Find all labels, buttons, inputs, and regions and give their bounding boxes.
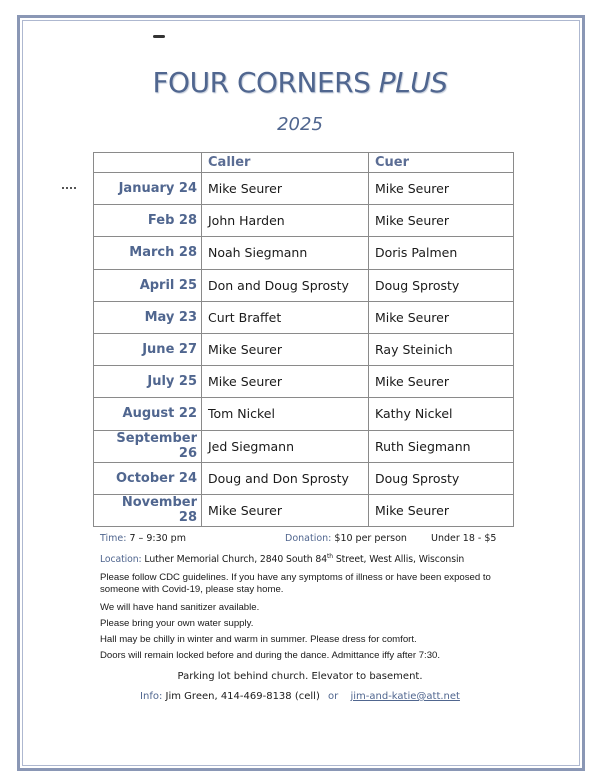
table-row bbox=[94, 398, 514, 430]
parking-info: Parking lot behind church. Elevator to basement. bbox=[177, 671, 423, 682]
donation-value: $10 per person bbox=[334, 533, 407, 544]
table-row bbox=[94, 494, 514, 526]
row-cuer: Mike Seurer bbox=[369, 301, 514, 333]
row-date: January 24 bbox=[94, 173, 202, 205]
note-item: We will have hand sanitizer available. bbox=[100, 602, 260, 613]
table-row bbox=[94, 173, 514, 205]
location-line bbox=[100, 553, 510, 565]
schedule-table bbox=[93, 152, 514, 527]
under18-price: Under 18 - $5 bbox=[431, 533, 497, 544]
location-sup: th bbox=[327, 553, 333, 560]
row-date: May 23 bbox=[94, 301, 202, 333]
row-date: September 26 bbox=[94, 430, 202, 462]
row-caller: Don and Doug Sprosty bbox=[202, 269, 369, 301]
contact-label: Info: bbox=[140, 691, 163, 702]
schedule-body bbox=[94, 173, 514, 527]
year-heading: 2025 bbox=[277, 114, 323, 135]
row-date: April 25 bbox=[94, 269, 202, 301]
row-cuer: Doug Sprosty bbox=[369, 462, 514, 494]
row-caller: Jed Siegmann bbox=[202, 430, 369, 462]
row-caller: Doug and Don Sprosty bbox=[202, 462, 369, 494]
table-row bbox=[94, 301, 514, 333]
row-cuer: Kathy Nickel bbox=[369, 398, 514, 430]
row-caller: Tom Nickel bbox=[202, 398, 369, 430]
column-header-date bbox=[94, 153, 202, 173]
row-cuer: Doug Sprosty bbox=[369, 269, 514, 301]
row-caller: Mike Seurer bbox=[202, 494, 369, 526]
table-row bbox=[94, 269, 514, 301]
row-cuer: Mike Seurer bbox=[369, 205, 514, 237]
row-date: October 24 bbox=[94, 462, 202, 494]
row-caller: John Harden bbox=[202, 205, 369, 237]
time-donation-line bbox=[100, 533, 510, 544]
row-cuer: Doris Palmen bbox=[369, 237, 514, 269]
row-date: November 28 bbox=[94, 494, 202, 526]
location-pre: Luther Memorial Church, 2840 South 84 bbox=[144, 554, 328, 566]
table-row bbox=[94, 366, 514, 398]
column-header-caller: Caller bbox=[202, 153, 369, 173]
row-caller: Curt Braffet bbox=[202, 301, 369, 333]
contact-or: or bbox=[328, 691, 339, 702]
table-row bbox=[94, 430, 514, 462]
row-date: June 27 bbox=[94, 333, 202, 365]
location-post: Street, West Allis, Wisconsin bbox=[333, 554, 465, 566]
page-title bbox=[0, 66, 600, 99]
note-item: Doors will remain locked before and during the dance. Admittance iffy after 7:30. bbox=[100, 650, 441, 661]
location-label: Location: bbox=[100, 554, 142, 566]
location-value bbox=[144, 554, 464, 565]
row-cuer: Ray Steinich bbox=[369, 333, 514, 365]
time-value: 7 – 9:30 pm bbox=[129, 533, 186, 544]
scan-mark bbox=[62, 187, 76, 191]
row-caller: Mike Seurer bbox=[202, 173, 369, 205]
row-date: Feb 28 bbox=[94, 205, 202, 237]
scan-mark bbox=[153, 35, 165, 38]
row-date: March 28 bbox=[94, 237, 202, 269]
notes-list bbox=[100, 572, 510, 664]
row-cuer: Mike Seurer bbox=[369, 366, 514, 398]
donation-info bbox=[285, 533, 407, 544]
email-link[interactable]: jim-and-katie@att.net bbox=[350, 691, 460, 702]
column-header-cuer: Cuer bbox=[369, 153, 514, 173]
table-header-row bbox=[94, 153, 514, 173]
table-row bbox=[94, 333, 514, 365]
note-item: Hall may be chilly in winter and warm in summer. Please dress for comfort. bbox=[100, 634, 417, 645]
row-caller: Mike Seurer bbox=[202, 333, 369, 365]
table-row bbox=[94, 462, 514, 494]
row-date: August 22 bbox=[94, 398, 202, 430]
title-main: FOUR CORNERS bbox=[152, 66, 371, 99]
title-plus: PLUS bbox=[378, 66, 448, 99]
row-cuer: Mike Seurer bbox=[369, 494, 514, 526]
contact-text: Jim Green, 414-469-8138 (cell) bbox=[165, 691, 320, 702]
note-item: Please bring your own water supply. bbox=[100, 618, 254, 629]
table-row bbox=[94, 237, 514, 269]
row-caller: Mike Seurer bbox=[202, 366, 369, 398]
table-row bbox=[94, 205, 514, 237]
donation-label: Donation: bbox=[285, 533, 332, 544]
row-date: July 25 bbox=[94, 366, 202, 398]
time-info bbox=[100, 533, 186, 544]
time-label: Time: bbox=[100, 533, 127, 544]
row-cuer: Mike Seurer bbox=[369, 173, 514, 205]
row-cuer: Ruth Siegmann bbox=[369, 430, 514, 462]
row-caller: Noah Siegmann bbox=[202, 237, 369, 269]
note-item: Please follow CDC guidelines. If you have any symptoms of illness or have been exposed to someone with Covid-19, please stay home. bbox=[100, 572, 491, 595]
contact-line bbox=[0, 691, 600, 702]
